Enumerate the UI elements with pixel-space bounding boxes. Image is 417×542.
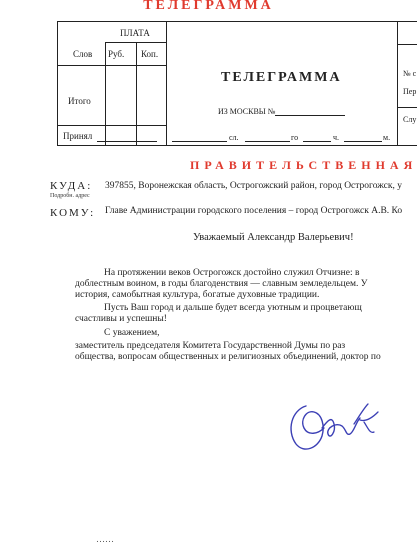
kuda-sublabel: Подробн. адрес	[50, 193, 90, 199]
greeting: Уважаемый Александр Валерьевич!	[193, 232, 354, 243]
signatory-line-1: заместитель председателя Комитета Государственной Думы по раз	[75, 341, 346, 351]
kuda-address-value: 397855, Воронежская область, Острогожский район, город Острогожск, у	[105, 181, 402, 191]
handwritten-signature	[284, 398, 384, 458]
kuda-label: КУДА:	[50, 180, 93, 192]
closing-line: С уважением,	[104, 328, 160, 338]
right-slu-label: Слу	[403, 115, 417, 124]
paragraph-2-line-2: счастливы и успешны!	[75, 314, 167, 324]
prinyal-label: Принял	[63, 131, 93, 141]
itogo-label: Итого	[68, 96, 91, 106]
plata-label: ПЛАТА	[120, 28, 150, 38]
paragraph-1-line-3: история, самобытная культура, богатые духовные традиции.	[75, 290, 320, 300]
telegram-header-title: ТЕЛЕГРАММА	[143, 0, 274, 13]
telegram-center-title: ТЕЛЕГРАММА	[221, 70, 342, 85]
paragraph-2-line-1: Пусть Ваш город и дальше будет всегда уютным и процветающ	[104, 303, 362, 313]
paragraph-1-line-1: На протяжении веков Острогожск достойно служил Отчизне: в	[104, 268, 360, 278]
government-telegram-title: ПРАВИТЕЛЬСТВЕННАЯ	[190, 158, 417, 172]
rub-label: Руб.	[108, 49, 125, 59]
right-no-label: № с	[403, 69, 417, 78]
right-per-label: Пер	[403, 87, 417, 96]
date-m-label: м.	[383, 133, 391, 142]
date-go-label: го	[291, 133, 299, 142]
slov-label: Слов	[73, 49, 93, 59]
komu-label: КОМУ:	[50, 207, 96, 219]
komu-recipient-value: Главе Администрации городского поселения – город Острогожск А.В. Ко	[105, 206, 403, 216]
bottom-cutoff-text: ……	[96, 534, 114, 542]
from-moscow-label: ИЗ МОСКВЫ №	[218, 107, 276, 116]
signatory-line-2: общества, вопросам общественных и религиозных объединений, доктор по	[75, 352, 381, 362]
kop-label: Коп.	[141, 49, 159, 59]
date-sl-label: сл.	[229, 133, 239, 142]
paragraph-1-line-2: доблестным воином, в годы благоденствия — славным земледельцем. У	[75, 279, 368, 289]
date-ch-label: ч.	[333, 133, 340, 142]
